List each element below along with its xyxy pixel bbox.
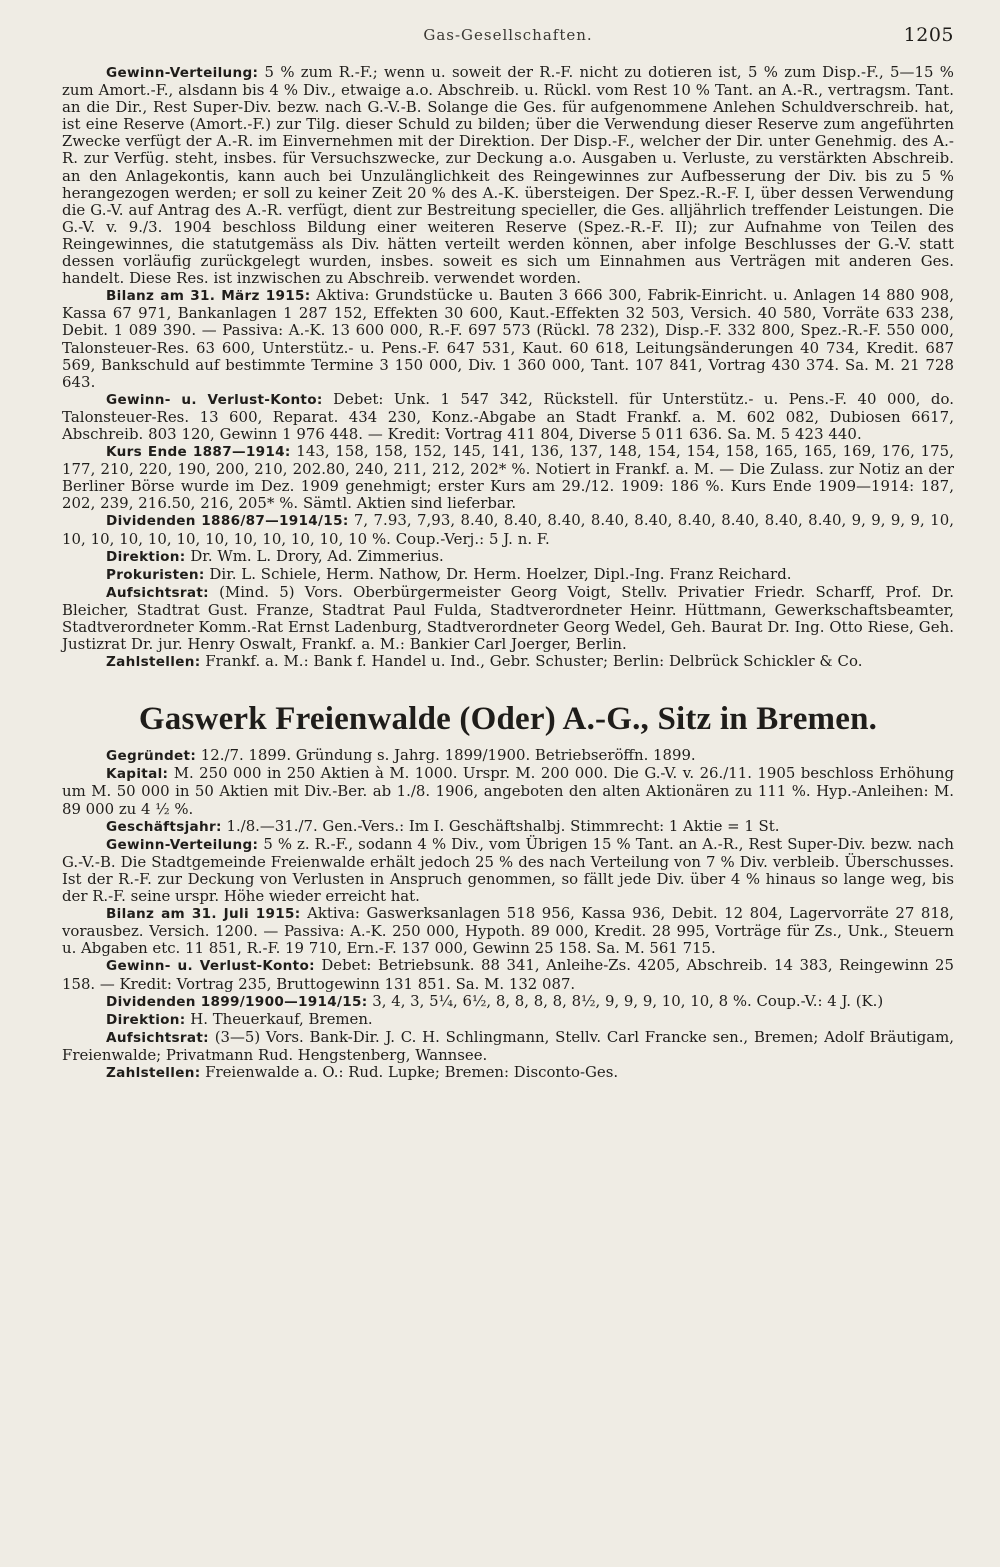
entry-text: Dir. L. Schiele, Herm. Nathow, Dr. Herm. Hoelzer, Dipl.-Ing. Franz Reichard.: [204, 564, 792, 583]
entry-text: H. Theuerkauf, Bremen.: [185, 1009, 373, 1028]
entry-bilanz: [62, 905, 954, 957]
entry-zahlstellen: [62, 653, 954, 671]
entry-text: Debet: Unk. 1 547 342, Rückstell. für Unterstütz.- u. Pens.-F. 40 000, do. Talonsteuer-Res. 13 600, Reparat. 434 230, Konz.-Abgabe an Stadt Frankf. a. M. 602 082, Dubiosen 6617, Abschreib. 803 120, Gewinn 1 976 448. — Kredit: Vortrag 411 804, Diverse 5 011 636. Sa. M. 5 423 440.: [62, 389, 954, 443]
entry-text: 5 % zum R.-F.; wenn u. soweit der R.-F. nicht zu dotieren ist, 5 % zum Disp.-F., 5—15 % zum Amort.-F., alsdann bis 4 % Div., etwaige a.o. Abschreib. u. Rückl. vom Rest 10 % Tant. an A.-R., vertragsm. Tant. an die Dir., Rest Super-Div. bezw. nach G.-V.-B. Solange die Ges. für aufgenommene Anlehen Schuldverschreib. hat, ist eine Reserve (Amort.-F.) zur Tilg. dieser Schuld zu bilden; über die Verwendung dieser Reserve zum angeführten Zwecke verfügt der A.-R. im Einvernehmen mit der Direktion. Der Disp.-F., welcher der Dir. unter Genehmig. des A.-R. zur Verfüg. steht, insbes. für Versuchszwecke, zur Deckung a.o. Ausgaben u. Verluste, zu verstärkten Abschreib. an den Anlagekontis, kann auch bei Unzulänglichkeit des Reingewinnes zur Aufbesserung der Div. bis zu 5 % herangezogen werden; er soll zu keiner Zeit 20 % des A.-K. übersteigen. Der Spez.-R.-F. I, über dessen Verwendung die G.-V. auf Antrag des A.-R. verfügt, dient zur Bestreitung specieller, die Ges. alljährlich treffender Leistungen. Die G.-V. v. 9./3. 1904 beschloss Bildung einer weiteren Reserve (Spez.-R.-F. II); zur Aufnahme von Teilen des Reingewinnes, die statutgemäss als Div. hätten verteilt werden können, aber infolge Beschlusses der G.-V. statt dessen vorläufig zurückgelegt wurden, insbes. soweit es sich um Einnahmen aus Verträgen mit anderen Ges. handelt. Diese Res. ist inzwischen zu Abschreib. verwendet worden.: [62, 63, 954, 288]
entry-text: Debet: Betriebsunk. 88 341, Anleihe-Zs. 4205, Abschreib. 14 383, Reingewinn 25 158. — Kredit: Vortrag 235, Bruttogewinn 131 851. Sa. M. 132 087.: [62, 956, 954, 993]
entry-label: Dividenden 1886/87—1914/15:: [106, 513, 349, 530]
entry-text: 12./7. 1899. Gründung s. Jahrg. 1899/1900. Betriebseröffn. 1899.: [196, 746, 696, 765]
entry-text: Aktiva: Gaswerksanlagen 518 956, Kassa 936, Debit. 12 804, Lagervorräte 27 818, vorausbez. Versich. 1200. — Passiva: A.-K. 250 000, Hypoth. 89 000, Kredit. 28 995, Vorträge für Zs., Unk., Steuern u. Abgaben etc. 11 851, R.-F. 19 710, Ern.-F. 137 000, Gewinn 25 158. Sa. M. 561 715.: [62, 904, 954, 958]
entry-bilanz: [62, 287, 954, 391]
running-title: Gas-Gesellschaften.: [423, 26, 593, 44]
entry-kurs: [62, 443, 954, 512]
entry-text: Aktiva: Grundstücke u. Bauten 3 666 300, Fabrik-Einricht. u. Anlagen 14 880 908, Kassa 67 971, Bankanlagen 1 287 152, Effekten 30 600, Kaut.-Effekten 32 503, Versich. 40 580, Vorräte 633 238, Debit. 1 089 390. — Passiva: A.-K. 13 600 000, R.-F. 697 573 (Rückl. 78 232), Disp.-F. 332 800, Spez.-R.-F. 550 000, Talonsteuer-Res. 63 600, Unterstütz.- u. Pens.-F. 647 531, Kaut. 60 618, Leitungsänderungen 40 734, Kredit. 687 569, Bankschuld auf bestimmte Termine 3 150 000, Div. 1 360 000, Tant. 107 841, Vortrag 430 374. Sa. M. 21 728 643.: [62, 286, 954, 391]
entry-label: Kapital:: [106, 766, 169, 783]
entry-label: Gewinn- u. Verlust-Konto:: [106, 958, 315, 975]
running-header: [62, 24, 954, 46]
entry-text: (Mind. 5) Vors. Oberbürgermeister Georg Voigt, Stellv. Privatier Friedr. Scharff, Prof. Dr. Bleicher, Stadtrat Gust. Franze, Stadtrat Paul Fulda, Stadtverordneter Heinr. Hüttmann, Gewerkschaftsbeamter, Stadtverordneter Komm.-Rat Ernst Ladenburg, Stadtverordneter Georg Wedel, Geh. Baurat Dr. Ing. Otto Riese, Geh. Justizrat Dr. jur. Henry Oswalt, Frankf. a. M.: Bankier Carl Joerger, Berlin.: [62, 582, 954, 654]
entry-text: 3, 4, 3, 5¼, 6½, 8, 8, 8, 8, 8½, 9, 9, 9, 10, 10, 8 %. Coup.-V.: 4 J. (K.): [367, 991, 884, 1010]
entry-label: Gewinn- u. Verlust-Konto:: [106, 391, 323, 408]
entry-label: Gewinn-Verteilung:: [106, 836, 259, 853]
entry-dividenden: [62, 993, 954, 1011]
entry-text: 143, 158, 158, 152, 145, 141, 136, 137, 148, 154, 154, 158, 165, 165, 169, 176, 175, 177, 210, 220, 190, 200, 210, 202.80, 240, 211, 212, 202* %. Notiert in Frankf. a. M. — Die Zulass. zur Notiz an der Berliner Börse wurde im Dez. 1909 genehmigt; erster Kurs am 29./12. 1909: 186 %. Kurs Ende 1909—1914: 187, 202, 239, 216.50, 216, 205* %. Sämtl. Aktien sind lieferbar.: [62, 442, 954, 513]
entry-kapital: [62, 765, 954, 817]
entry-text: Dr. Wm. L. Drory, Ad. Zimmerius.: [185, 546, 444, 565]
entry-gewinn-verteilung: [62, 64, 954, 287]
entry-text: M. 250 000 in 250 Aktien à M. 1000. Urspr. M. 200 000. Die G.-V. v. 26./11. 1905 beschloss Erhöhung um M. 50 000 in 50 Aktien mit Div.-Ber. ab 1./8. 1906, angeboten den alten Aktionären zu 111 %. Hyp.-Anleihen: M. 89 000 zu 4 ½ %.: [62, 764, 954, 818]
entry-text: Freienwalde a. O.: Rud. Lupke; Bremen: Disconto-Ges.: [200, 1062, 619, 1081]
section-gaswerk-freienwalde: [62, 747, 954, 1082]
entry-label: Direktion:: [106, 548, 186, 565]
page-number: 1205: [903, 24, 954, 46]
entry-label: Bilanz am 31. März 1915:: [106, 288, 311, 305]
entry-geschaeftsjahr: [62, 818, 954, 836]
entry-text: 7, 7.93, 7,93, 8.40, 8.40, 8.40, 8.40, 8.40, 8.40, 8.40, 8.40, 8.40, 9, 9, 9, 9, 10, 10, 10, 10, 10, 10, 10, 10, 10, 10, 10, 10 %. Coup.-Verj.: 5 J. n. F.: [62, 511, 955, 548]
entry-label: Direktion:: [106, 1011, 186, 1028]
entry-label: Aufsichtsrat:: [106, 1029, 209, 1046]
entry-label: Bilanz am 31. Juli 1915:: [106, 906, 301, 923]
entry-direktion: [62, 548, 954, 566]
entry-text: 5 % z. R.-F., sodann 4 % Div., vom Übrigen 15 % Tant. an A.-R., Rest Super-Div. bezw. nach G.-V.-B. Die Stadtgemeinde Freienwalde erhält jedoch 25 % des nach Verteilung von 7 % Div. verbleib. Überschusses. Ist der R.-F. zur Deckung von Verlusten in Anspruch genommen, so fällt jede Div. über 4 % hinaus so lange weg, bis der R.-F. seine urspr. Höhe wieder erreicht hat.: [62, 834, 954, 906]
entry-label: Dividenden 1899/1900—1914/15:: [106, 993, 368, 1010]
entry-label: Zahlstellen:: [106, 1064, 201, 1081]
company-heading: Gaswerk Freienwalde (Oder) A.-G., Sitz in Bremen.: [138, 701, 878, 738]
entry-gegruendet: [62, 747, 954, 765]
entry-label: Aufsichtsrat:: [106, 584, 209, 601]
entry-prokuristen: [62, 566, 954, 584]
entry-gewinn-verlust-konto: [62, 391, 954, 443]
entry-label: Kurs Ende 1887—1914:: [106, 444, 291, 461]
entry-text: Frankf. a. M.: Bank f. Handel u. Ind., Gebr. Schuster; Berlin: Delbrück Schickler & Co.: [200, 652, 863, 671]
entry-label: Zahlstellen:: [106, 654, 201, 671]
entry-zahlstellen: [62, 1064, 954, 1082]
section-gas-company-continued: [62, 64, 954, 671]
entry-aufsichtsrat: [62, 1029, 954, 1064]
entry-gewinn-verlust-konto: [62, 957, 954, 992]
entry-direktion: [62, 1011, 954, 1029]
entry-label: Prokuristen:: [106, 566, 205, 583]
entry-dividenden: [62, 512, 954, 547]
entry-label: Gegründet:: [106, 748, 197, 765]
entry-gewinn-verteilung: [62, 836, 954, 905]
entry-label: Geschäftsjahr:: [106, 818, 222, 835]
entry-aufsichtsrat: [62, 584, 954, 653]
entry-text: (3—5) Vors. Bank-Dir. J. C. H. Schlingmann, Stellv. Carl Francke sen., Bremen; Adolf Bräutigam, Freienwalde; Privatmann Rud. Hengstenberg, Wannsee.: [62, 1027, 954, 1064]
entry-label: Gewinn-Verteilung:: [106, 65, 259, 81]
entry-text: 1./8.—31./7. Gen.-Vers.: Im I. Geschäftshalbj. Stimmrecht: 1 Aktie = 1 St.: [221, 816, 780, 835]
